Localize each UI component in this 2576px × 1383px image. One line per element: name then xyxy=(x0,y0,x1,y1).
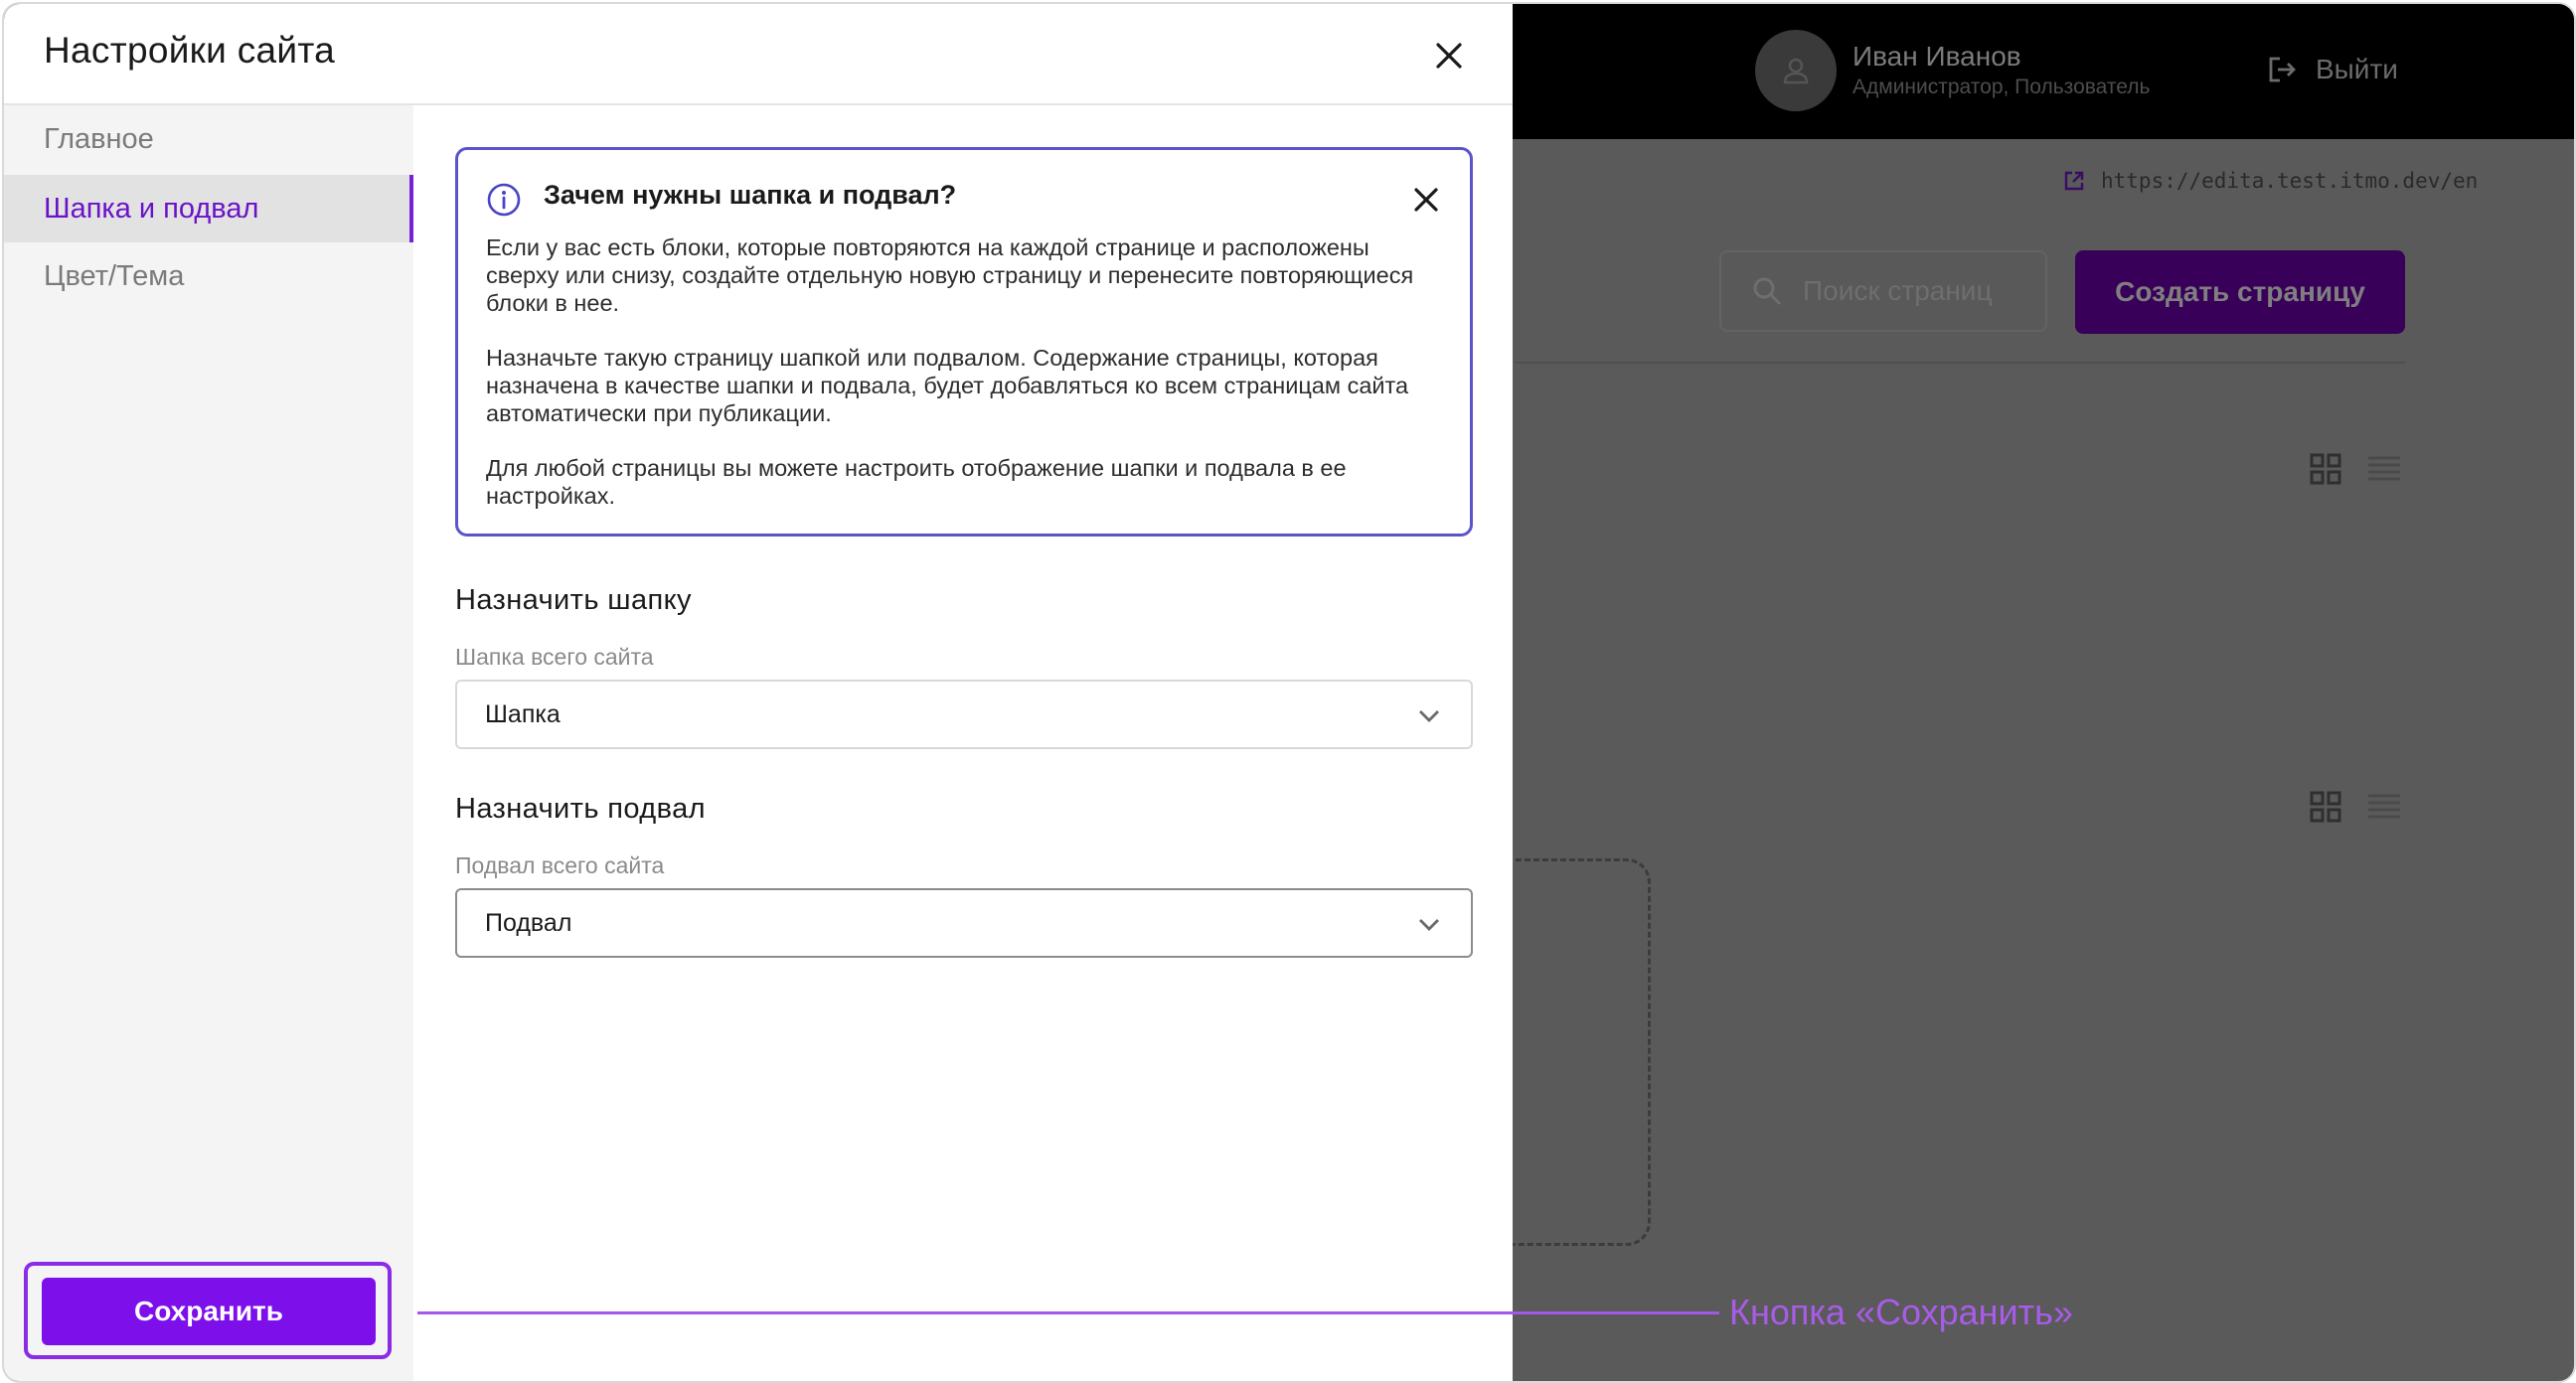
view-toggle xyxy=(2310,453,2401,485)
settings-content xyxy=(413,105,1513,1381)
close-icon xyxy=(1435,42,1463,70)
site-url: https://edita.test.itmo.dev/en xyxy=(2101,169,2479,193)
grid-view-icon[interactable] xyxy=(2310,453,2341,485)
info-paragraph: Назначьте такую страницу шапкой или подвалом. Содержание страницы, которая назначена в качестве шапки и подвала, будет добавляться ко всем страницам сайта автоматически при публикации. xyxy=(486,345,1409,426)
user-role: Администратор, Пользователь xyxy=(1852,76,2151,98)
chevron-down-icon xyxy=(1417,914,1441,934)
list-view-icon[interactable] xyxy=(2367,454,2401,484)
avatar xyxy=(1755,30,1837,111)
page-search-input[interactable] xyxy=(1719,250,2047,332)
chevron-down-icon xyxy=(1417,705,1441,725)
sidebar-item-main[interactable]: Главное xyxy=(44,122,154,155)
info-icon xyxy=(486,182,522,218)
grid-view-icon[interactable] xyxy=(2310,791,2341,823)
list-view-icon[interactable] xyxy=(2367,792,2401,822)
info-paragraph: Если у вас есть блоки, которые повторяются на каждой странице и расположены сверху или снизу, создайте отдельную новую страницу и перенесите повторяющиеся блоки в нее. xyxy=(486,234,1414,316)
footer-select-value: Подвал xyxy=(485,908,572,937)
header-select-value: Шапка xyxy=(485,699,561,728)
user-profile xyxy=(1755,30,2150,111)
footer-section-title: Назначить подвал xyxy=(455,793,706,825)
save-button[interactable]: Сохранить xyxy=(42,1278,376,1345)
header-field-label: Шапка всего сайта xyxy=(455,644,654,670)
user-name: Иван Иванов xyxy=(1852,41,2021,72)
modal-title: Настройки сайта xyxy=(44,30,336,71)
screenshot-frame xyxy=(2,2,2576,1383)
annotation-label: Кнопка «Сохранить» xyxy=(1729,1292,2073,1332)
footer-select[interactable] xyxy=(455,888,1473,958)
search-placeholder: Поиск страниц xyxy=(1803,275,1993,306)
footer-field-label: Подвал всего сайта xyxy=(455,852,665,878)
sidebar-item-color-theme[interactable]: Цвет/Тема xyxy=(44,259,185,292)
logout-icon xyxy=(2266,54,2298,85)
header-select[interactable] xyxy=(455,680,1473,749)
site-url-link[interactable] xyxy=(2063,169,2478,193)
site-settings-modal xyxy=(4,4,1513,1381)
modal-close-button[interactable] xyxy=(1427,34,1471,77)
modal-header xyxy=(4,4,1513,105)
logout-button[interactable] xyxy=(2266,54,2398,85)
logout-label: Выйти xyxy=(2316,54,2398,84)
header-section-title: Назначить шапку xyxy=(455,584,692,616)
sidebar-item-header-footer[interactable]: Шапка и подвал xyxy=(4,175,413,242)
info-close-button[interactable] xyxy=(1406,180,1446,220)
settings-sidebar xyxy=(4,105,413,1381)
user-icon xyxy=(1781,56,1811,85)
search-icon xyxy=(1751,275,1783,307)
info-paragraph: Для любой страницы вы можете настроить отображение шапки и подвала в ее настройках. xyxy=(486,455,1347,509)
external-link-icon xyxy=(2063,170,2085,192)
create-page-button[interactable]: Создать страницу xyxy=(2075,250,2405,334)
view-toggle xyxy=(2310,791,2401,823)
info-title: Зачем нужны шапка и подвал? xyxy=(544,180,957,210)
annotation-line xyxy=(417,1311,1719,1314)
divider xyxy=(1515,362,2405,364)
close-icon xyxy=(1413,187,1439,213)
info-callout xyxy=(455,147,1473,537)
